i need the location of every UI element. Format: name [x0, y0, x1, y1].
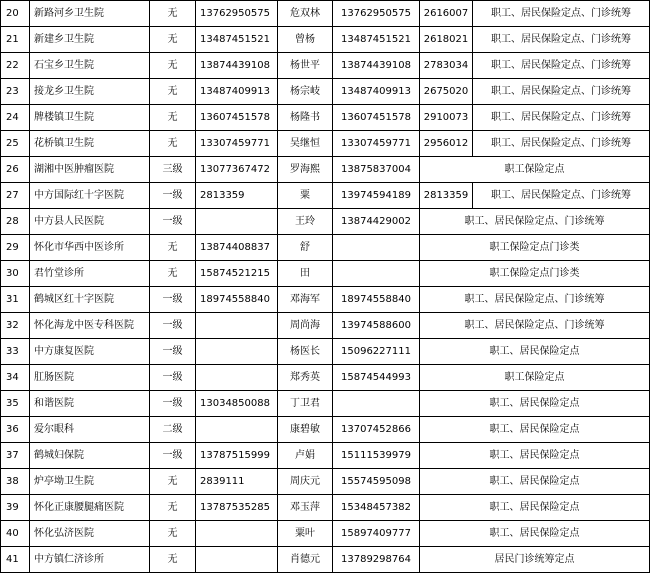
hospital-level: 无: [150, 27, 196, 53]
institution-name: 怀化市华西中医诊所: [30, 235, 150, 261]
hospital-level: 一级: [150, 313, 196, 339]
contact-mobile: 15348457382: [333, 495, 420, 521]
fixed-phone: 2675020: [420, 79, 473, 105]
contact-person: 舒: [278, 235, 333, 261]
row-number: 33: [1, 339, 30, 365]
contact-person: 郑秀英: [278, 365, 333, 391]
institution-name: 中方镇仁济诊所: [30, 547, 150, 573]
table-row: [1, 287, 650, 313]
institution-name: 花桥镇卫生院: [30, 131, 150, 157]
insurance-type: 职工、居民保险定点、门诊统筹: [420, 209, 650, 235]
institution-phone: 13762950575: [196, 1, 278, 27]
insurance-type: 职工保险定点: [420, 365, 650, 391]
insurance-type: 职工保险定点门诊类: [420, 235, 650, 261]
row-number: 39: [1, 495, 30, 521]
hospital-level: 无: [150, 469, 196, 495]
insurance-type: 职工、居民保险定点、门诊统筹: [473, 27, 650, 53]
row-number: 34: [1, 365, 30, 391]
hospital-level: 无: [150, 1, 196, 27]
insurance-type: 职工、居民保险定点: [420, 339, 650, 365]
institution-phone: 13307459771: [196, 131, 278, 157]
insurance-type: 职工、居民保险定点: [420, 417, 650, 443]
fixed-phone: 2910073: [420, 105, 473, 131]
contact-person: 周庆元: [278, 469, 333, 495]
row-number: 23: [1, 79, 30, 105]
institution-name: 新路河乡卫生院: [30, 1, 150, 27]
row-number: 41: [1, 547, 30, 573]
institution-phone: [196, 547, 278, 573]
contact-person: 曾杨: [278, 27, 333, 53]
row-number: 32: [1, 313, 30, 339]
contact-person: 罗海熙: [278, 157, 333, 183]
institution-phone: [196, 521, 278, 547]
hospital-level: 一级: [150, 443, 196, 469]
row-number: 30: [1, 261, 30, 287]
institution-phone: 13077367472: [196, 157, 278, 183]
row-number: 28: [1, 209, 30, 235]
row-number: 25: [1, 131, 30, 157]
insurance-type: 职工、居民保险定点、门诊统筹: [420, 313, 650, 339]
institution-name: 中方康复医院: [30, 339, 150, 365]
contact-mobile: [333, 391, 420, 417]
fixed-phone: 2956012: [420, 131, 473, 157]
institution-phone: [196, 209, 278, 235]
insurance-type: 职工、居民保险定点、门诊统筹: [473, 131, 650, 157]
contact-person: 粟叶: [278, 521, 333, 547]
table-row: [1, 1, 650, 27]
fixed-phone: 2813359: [420, 183, 473, 209]
contact-mobile: 13974588600: [333, 313, 420, 339]
table-row: [1, 495, 650, 521]
institution-phone: 13787515999: [196, 443, 278, 469]
contact-mobile: [333, 235, 420, 261]
institution-name: 石宝乡卫生院: [30, 53, 150, 79]
row-number: 21: [1, 27, 30, 53]
insurance-type: 职工、居民保险定点、门诊统筹: [473, 105, 650, 131]
contact-person: 吴继恒: [278, 131, 333, 157]
contact-person: 危双林: [278, 1, 333, 27]
contact-person: 邓玉萍: [278, 495, 333, 521]
institution-phone: 13874439108: [196, 53, 278, 79]
contact-mobile: 15574595098: [333, 469, 420, 495]
contact-mobile: 18974558840: [333, 287, 420, 313]
insurance-type: 职工保险定点门诊类: [420, 261, 650, 287]
insurance-type: 职工、居民保险定点、门诊统筹: [473, 183, 650, 209]
insurance-type: 职工、居民保险定点: [420, 391, 650, 417]
contact-person: 周尚海: [278, 313, 333, 339]
institution-name: 牌楼镇卫生院: [30, 105, 150, 131]
institution-name: 中方县人民医院: [30, 209, 150, 235]
hospital-level: 一级: [150, 339, 196, 365]
table-row: [1, 261, 650, 287]
insurance-type: 职工保险定点: [420, 157, 650, 183]
institution-phone: 13874408837: [196, 235, 278, 261]
institution-name: 鹤城区红十字医院: [30, 287, 150, 313]
hospital-level: 无: [150, 131, 196, 157]
table-row: [1, 443, 650, 469]
contact-mobile: 13487409913: [333, 79, 420, 105]
table-row: [1, 313, 650, 339]
institution-name: 中方国际红十字医院: [30, 183, 150, 209]
institution-name: 炉亭坳卫生院: [30, 469, 150, 495]
table-row: [1, 469, 650, 495]
contact-person: 田: [278, 261, 333, 287]
fixed-phone: 2783034: [420, 53, 473, 79]
table-row: [1, 521, 650, 547]
contact-person: 邓海军: [278, 287, 333, 313]
hospital-level: 无: [150, 261, 196, 287]
hospital-level: 一级: [150, 287, 196, 313]
table-row: [1, 183, 650, 209]
contact-mobile: 13874439108: [333, 53, 420, 79]
contact-person: 康碧敏: [278, 417, 333, 443]
contact-person: 丁卫君: [278, 391, 333, 417]
institution-name: 爱尔眼科: [30, 417, 150, 443]
institution-name: 君竹堂诊所: [30, 261, 150, 287]
institution-phone: 2839111: [196, 469, 278, 495]
institution-name: 怀化弘济医院: [30, 521, 150, 547]
institution-name: 怀化海龙中医专科医院: [30, 313, 150, 339]
institution-phone: 13487451521: [196, 27, 278, 53]
institution-phone: [196, 417, 278, 443]
contact-mobile: 13762950575: [333, 1, 420, 27]
contact-person: 王玲: [278, 209, 333, 235]
hospital-level: 无: [150, 235, 196, 261]
institution-phone: 13487409913: [196, 79, 278, 105]
institution-name: 怀化正康腰腿痛医院: [30, 495, 150, 521]
row-number: 35: [1, 391, 30, 417]
contact-mobile: 13974594189: [333, 183, 420, 209]
table-row: [1, 209, 650, 235]
institution-phone: 18974558840: [196, 287, 278, 313]
row-number: 31: [1, 287, 30, 313]
contact-mobile: 13487451521: [333, 27, 420, 53]
table-row: [1, 235, 650, 261]
hospital-level: 三级: [150, 157, 196, 183]
row-number: 40: [1, 521, 30, 547]
institution-phone: 2813359: [196, 183, 278, 209]
institution-name: 新建乡卫生院: [30, 27, 150, 53]
table-row: [1, 53, 650, 79]
hospital-level: 无: [150, 495, 196, 521]
hospital-level: 无: [150, 521, 196, 547]
institution-name: 湖湘中医肿瘤医院: [30, 157, 150, 183]
insurance-type: 职工、居民保险定点、门诊统筹: [473, 1, 650, 27]
insurance-type: 职工、居民保险定点、门诊统筹: [420, 287, 650, 313]
row-number: 27: [1, 183, 30, 209]
insurance-type: 职工、居民保险定点、门诊统筹: [473, 53, 650, 79]
insurance-type: 职工、居民保险定点: [420, 443, 650, 469]
insurance-type: 职工、居民保险定点: [420, 495, 650, 521]
insurance-type: 职工、居民保险定点: [420, 521, 650, 547]
hospital-level: 无: [150, 79, 196, 105]
hospital-level: 一级: [150, 183, 196, 209]
contact-mobile: 13789298764: [333, 547, 420, 573]
table-row: [1, 79, 650, 105]
fixed-phone: 2616007: [420, 1, 473, 27]
table-row: [1, 391, 650, 417]
row-number: 29: [1, 235, 30, 261]
institution-phone: [196, 313, 278, 339]
insurance-type: 居民门诊统筹定点: [420, 547, 650, 573]
table-row: [1, 417, 650, 443]
contact-mobile: 13707452866: [333, 417, 420, 443]
institution-phone: 15874521215: [196, 261, 278, 287]
contact-mobile: 15111539979: [333, 443, 420, 469]
row-number: 24: [1, 105, 30, 131]
contact-person: 杨世平: [278, 53, 333, 79]
table-row: [1, 157, 650, 183]
contact-mobile: 15897409777: [333, 521, 420, 547]
table-row: [1, 339, 650, 365]
hospital-level: 无: [150, 105, 196, 131]
contact-mobile: [333, 261, 420, 287]
contact-person: 卢娟: [278, 443, 333, 469]
row-number: 37: [1, 443, 30, 469]
row-number: 22: [1, 53, 30, 79]
table-row: [1, 105, 650, 131]
hospital-level: 二级: [150, 417, 196, 443]
institution-name: 鹤城妇保院: [30, 443, 150, 469]
institution-name: 接龙乡卫生院: [30, 79, 150, 105]
table-body: [1, 1, 650, 573]
hospital-level: 无: [150, 547, 196, 573]
institution-name: 和谐医院: [30, 391, 150, 417]
fixed-phone: 2618021: [420, 27, 473, 53]
row-number: 26: [1, 157, 30, 183]
institution-phone: 13034850088: [196, 391, 278, 417]
table-row: [1, 365, 650, 391]
hospital-level: 一级: [150, 365, 196, 391]
hospital-level: 一级: [150, 209, 196, 235]
insurance-type: 职工、居民保险定点、门诊统筹: [473, 79, 650, 105]
table-row: [1, 27, 650, 53]
contact-mobile: 13875837004: [333, 157, 420, 183]
contact-mobile: 13874429002: [333, 209, 420, 235]
institution-phone: 13607451578: [196, 105, 278, 131]
contact-person: 粟: [278, 183, 333, 209]
contact-mobile: 15874544993: [333, 365, 420, 391]
contact-person: 杨医长: [278, 339, 333, 365]
contact-mobile: 13607451578: [333, 105, 420, 131]
contact-mobile: 13307459771: [333, 131, 420, 157]
contact-person: 杨宗岐: [278, 79, 333, 105]
hospital-level: 一级: [150, 391, 196, 417]
contact-person: 杨隆书: [278, 105, 333, 131]
institution-phone: [196, 365, 278, 391]
institution-phone: 13787535285: [196, 495, 278, 521]
row-number: 20: [1, 1, 30, 27]
row-number: 36: [1, 417, 30, 443]
institution-phone: [196, 339, 278, 365]
institution-name: 肛肠医院: [30, 365, 150, 391]
hospital-level: 无: [150, 53, 196, 79]
table-row: [1, 547, 650, 573]
row-number: 38: [1, 469, 30, 495]
insurance-type: 职工、居民保险定点: [420, 469, 650, 495]
contact-mobile: 15096227111: [333, 339, 420, 365]
table-row: [1, 131, 650, 157]
contact-person: 肖德元: [278, 547, 333, 573]
